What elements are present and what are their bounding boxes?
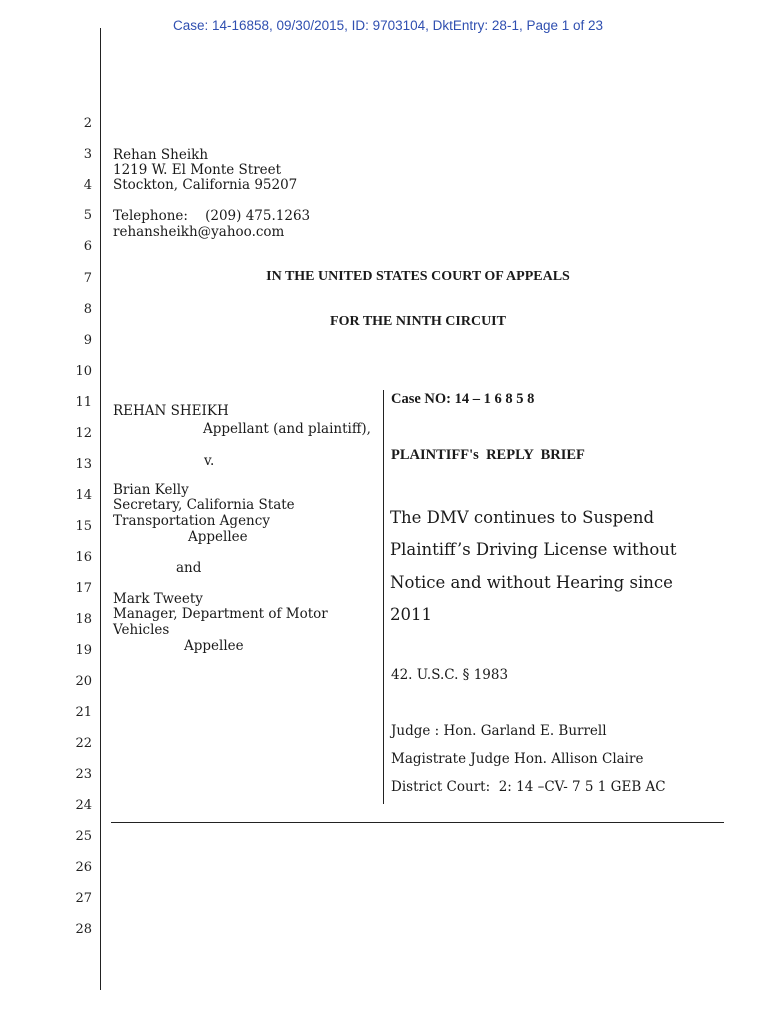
case-number: Case NO: 14 – 1 6 8 5 8 — [391, 391, 535, 407]
line-number: 24 — [75, 798, 92, 813]
line-number: 25 — [75, 829, 92, 844]
subject-line: 2011 — [390, 605, 432, 624]
district-court: District Court: 2: 14 –CV- 7 5 1 GEB AC — [391, 779, 666, 795]
line-number: 13 — [75, 457, 92, 472]
line-number: 11 — [75, 395, 92, 410]
appellee1-name: Brian Kelly — [113, 482, 189, 498]
circuit-title: FOR THE NINTH CIRCUIT — [330, 314, 506, 329]
statute: 42. U.S.C. § 1983 — [391, 667, 509, 683]
appellee2-title: Vehicles — [113, 622, 170, 638]
appellee1-role: Appellee — [188, 529, 248, 545]
court-title: IN THE UNITED STATES COURT OF APPEALS — [266, 269, 570, 284]
line-number: 4 — [83, 178, 92, 193]
line-number: 6 — [83, 239, 92, 254]
line-number: 28 — [75, 922, 92, 937]
line-number: 16 — [75, 550, 92, 565]
magistrate-judge: Magistrate Judge Hon. Allison Claire — [391, 751, 644, 767]
line-number: 10 — [75, 364, 92, 379]
line-number: 12 — [75, 426, 92, 441]
appellee2-name: Mark Tweety — [113, 591, 203, 607]
line-number: 19 — [75, 643, 92, 658]
line-number: 23 — [75, 767, 92, 782]
line-number: 9 — [83, 333, 92, 348]
line-number: 8 — [83, 302, 92, 317]
line-number: 3 — [83, 147, 92, 162]
sender-email: rehansheikh@yahoo.com — [113, 224, 285, 240]
sender-telephone: Telephone: (209) 475.1263 — [113, 208, 311, 224]
appellee1-title: Transportation Agency — [113, 513, 270, 529]
line-number: 5 — [83, 208, 92, 223]
appellee2-role: Appellee — [184, 638, 244, 654]
sender-name: Rehan Sheikh — [113, 147, 209, 163]
versus: v. — [204, 453, 215, 469]
line-number: 2 — [83, 116, 92, 131]
case-header: Case: 14-16858, 09/30/2015, ID: 9703104, DktEntry: 28-1, Page 1 of 23 — [172, 18, 604, 33]
line-number: 22 — [75, 736, 92, 751]
line-number: 21 — [75, 705, 92, 720]
appellee1-title: Secretary, California State — [113, 497, 295, 513]
caption-bottom-rule — [111, 822, 724, 823]
and-label: and — [176, 560, 202, 576]
line-number: 27 — [75, 891, 92, 906]
sender-street: 1219 W. El Monte Street — [113, 162, 282, 178]
appellee2-title: Manager, Department of Motor — [113, 606, 328, 622]
judge: Judge : Hon. Garland E. Burrell — [391, 723, 607, 739]
subject-line: The DMV continues to Suspend — [390, 508, 655, 527]
subject-line: Plaintiff’s Driving License without — [390, 540, 677, 559]
caption-divider — [383, 390, 384, 804]
line-number: 26 — [75, 860, 92, 875]
sender-city: Stockton, California 95207 — [113, 177, 298, 193]
appellant-role: Appellant (and plaintiff), — [203, 421, 371, 437]
line-number: 18 — [75, 612, 92, 627]
line-number: 15 — [75, 519, 92, 534]
line-number: 7 — [83, 271, 92, 286]
subject-line: Notice and without Hearing since — [390, 573, 673, 592]
brief-title: PLAINTIFF's REPLY BRIEF — [391, 447, 585, 463]
line-number: 20 — [75, 674, 92, 689]
left-margin-rule — [100, 28, 101, 990]
line-number: 17 — [75, 581, 92, 596]
appellant-name: REHAN SHEIKH — [113, 403, 229, 419]
line-number: 14 — [75, 488, 92, 503]
